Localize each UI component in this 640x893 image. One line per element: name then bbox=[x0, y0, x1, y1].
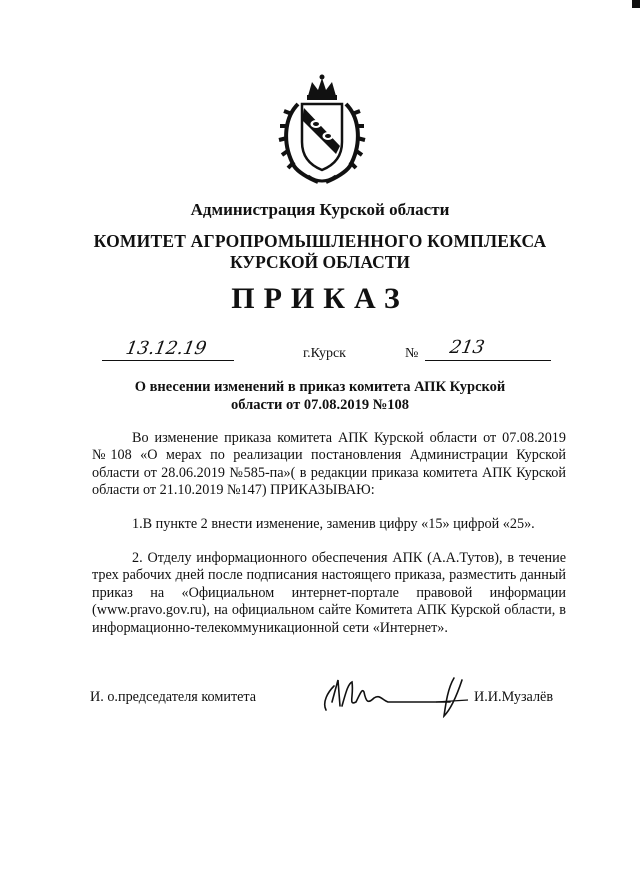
number-underline bbox=[425, 360, 551, 361]
number-label: № bbox=[405, 346, 419, 361]
document-type-title: ПРИКАЗ bbox=[231, 282, 409, 315]
body-paragraph-3: 2. Отделу информационного обеспечения АПК (А.А.Тутов), в течение трех рабочих дней после подписания настоящего приказа, разместить данный приказ на «Официальном интернет-портале правовой информации (www.pravo.gov.ru), на официальном сайте Комитета АПК Курской области, в информационно-телекоммуникационной сети «Интернет». bbox=[92, 550, 566, 636]
committee-name-line1: КОМИТЕТ АГРОПРОМЫШЛЕННОГО КОМПЛЕКСА bbox=[93, 231, 547, 251]
order-number-handwritten: 213 bbox=[448, 337, 487, 358]
signatory-position: И. о.председателя комитета bbox=[90, 689, 257, 705]
scan-corner-mark bbox=[632, 0, 640, 8]
coat-of-arms-icon bbox=[278, 74, 366, 186]
handwritten-signature-icon bbox=[318, 672, 474, 722]
body-paragraph-2: 1.В пункте 2 внести изменение, заменив цифру «15» цифрой «25». bbox=[132, 516, 535, 532]
subject-line1: О внесении изменений в приказ комитета АПК Курской bbox=[134, 379, 506, 395]
committee-name-line2: КУРСКОЙ ОБЛАСТИ bbox=[229, 252, 411, 272]
city-label: г.Курск bbox=[303, 346, 346, 361]
date-underline bbox=[102, 360, 234, 361]
organization-name: Администрация Курской области bbox=[190, 200, 450, 219]
body-paragraph-1: Во изменение приказа комитета АПК Курской области от 07.08.2019 №108 «О мерах по реализации постановления Администрации Курской области от 28.06.2019 №585-па»( в редакции приказа комитета АПК Курской области от 21.10.2019 №147) ПРИКАЗЫВАЮ: bbox=[92, 430, 566, 499]
order-date-handwritten: 13.12.19 bbox=[124, 338, 209, 359]
subject-line2: области от 07.08.2019 №108 bbox=[230, 397, 410, 413]
signatory-name: И.И.Музалёв bbox=[474, 689, 554, 705]
